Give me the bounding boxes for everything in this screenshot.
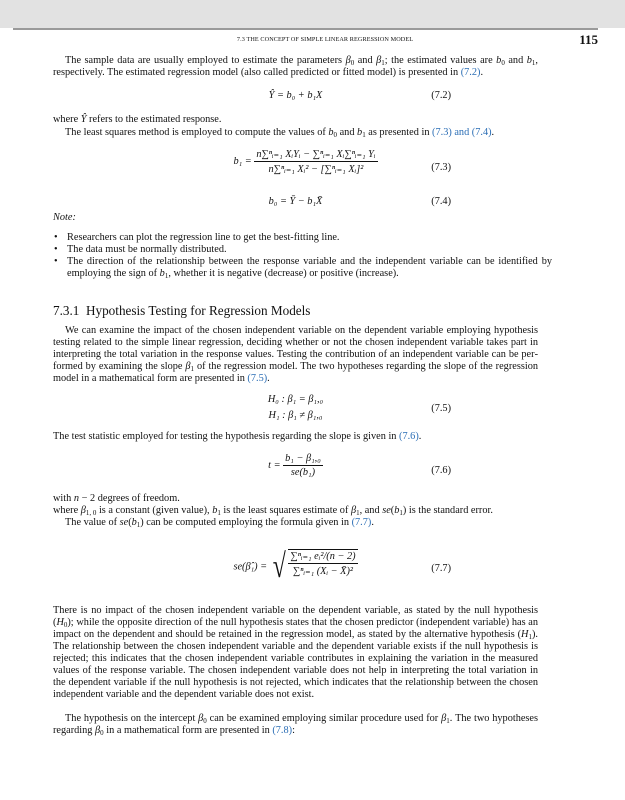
math-symbol: $b_1$ [357, 127, 366, 139]
paragraph-where-y: where Ŷ refers to the estimated response. [53, 114, 222, 125]
equation-number: (7.6) [431, 465, 451, 476]
paragraph-least-squares: The least squares method is employed to compute the values of $b_0$ and $b_1$ as presented in (7.3) and (7.4). [65, 127, 495, 139]
equation-link[interactable]: (7.5) [247, 373, 268, 384]
math-symbol: se [382, 505, 391, 516]
numerator: b₁ − β₁,₀ [285, 453, 321, 464]
eq-lhs: b₁ = [233, 155, 252, 167]
alternative-hypothesis: H₁ : β₁ ≠ β₁,₀ [268, 410, 323, 421]
math-symbol: $\beta_1$ [441, 713, 450, 725]
viewer-top-bar [0, 0, 625, 28]
denominator: se(b₁) [290, 467, 316, 478]
running-head: 7.3 THE CONCEPT OF SIMPLE LINEAR REGRESSION MODEL [236, 36, 414, 43]
paragraph-intercept: The hypothesis on the intercept $\beta_0$ can be examined employing similar procedure used for $\beta_1$. The two hypotheses regarding $\beta_0$ in a mathematical form are presented in (7.8): [53, 713, 539, 737]
header-rule [13, 28, 598, 30]
math-symbol: n [73, 493, 80, 504]
denominator: n∑ⁿᵢ₌₁ Xᵢ² − [∑ⁿᵢ₌₁ Xᵢ]² [268, 164, 364, 175]
radical-sign: √ [272, 548, 286, 585]
equation-7-4 [53, 196, 538, 207]
math-symbol: $H_1$ [521, 629, 532, 641]
equation-7-3 [53, 148, 538, 175]
list-item: • Researchers can plot the regression line to get the best-fitting line. [67, 232, 552, 244]
null-hypothesis: H₀ : β₁ = β₁,₀ [267, 394, 324, 405]
section-number: 7.3.1 [53, 303, 80, 318]
math-symbol: $b_1$ [131, 517, 141, 529]
math-symbol: $b_1$ [394, 505, 403, 517]
math-symbol: $\beta_1$ [185, 361, 195, 373]
math-symbol: $H_0$ [56, 617, 68, 629]
note-list [53, 232, 552, 280]
section-heading [53, 303, 310, 319]
equation-number: (7.3) [431, 162, 451, 173]
equation-number: (7.7) [431, 563, 451, 574]
math-symbol: $b_1$ [159, 268, 169, 280]
math-symbol: $b_1$ [526, 55, 536, 67]
eq-lhs: t = [268, 459, 281, 471]
math-symbol: Ŷ [80, 114, 87, 125]
equation-link[interactable]: (7.7) [351, 517, 372, 528]
eq-rhs: = b₀ + b₁X [276, 90, 323, 101]
equation-link[interactable]: (7.3) and (7.4) [432, 127, 492, 138]
equation-7-6 [53, 453, 538, 478]
math-symbol: $\beta_{1, 0}$ [80, 505, 97, 517]
paragraph-sample-data: The sample data are usually employed to estimate the parameters $\beta_0$ and $\beta_1$; the estimated values are $b_0$ and $b_1$, respectively. The estimated regression model (also called predicted or fitted model) is presented in (7.2). [53, 55, 538, 78]
math-symbol: $\beta_1$ [376, 55, 385, 67]
list-item: • The direction of the relationship between the response variable and the independent variable can be identified by employing the sign of $b_1$, whether it is negative (decrease) or positive (increase). [67, 256, 552, 280]
equation-link[interactable]: (7.6) [399, 431, 419, 442]
math-symbol: $b_0$ [496, 55, 505, 67]
equation-number: (7.4) [431, 196, 451, 207]
fraction [288, 549, 357, 585]
equation-number: (7.5) [431, 403, 451, 414]
math-symbol: $\beta_0$ [345, 55, 355, 67]
math-symbol: $b_1$ [212, 505, 221, 517]
math-symbol: $\beta_0$ [198, 713, 207, 725]
equation-link[interactable]: (7.8) [272, 725, 293, 736]
paragraph-test-statistic: The test statistic employed for testing the hypothesis regarding the slope is given in (7.6). [53, 431, 422, 442]
math-symbol: $b_0$ [328, 127, 338, 139]
list-item: • The data must be normally distributed. [67, 244, 552, 256]
eq-lhs: Ŷ [268, 90, 275, 101]
denominator: ∑ⁿᵢ₌₁ (Xᵢ − X̄)² [292, 566, 353, 577]
paragraph-hypothesis-intro: We can examine the impact of the chosen independent variable on the dependent variable employing hypothesis testing related to the simple linear regression, deciding whether or not the chosen independent variable takes part in interpreting the total variation in the response values. Testing the contribution of an independent variable can be performed by examining the slope $\beta_1$ of the regression model. The two hypotheses regarding the slope of the regression model in a mathematical form are presented in (7.5). [53, 325, 538, 384]
section-title: Hypothesis Testing for Regression Models [85, 303, 311, 318]
paragraph-where-beta: where $\beta_{1, 0}$ is a constant (given value), $b_1$ is the least squares estimate of $\beta_1$, and $se(b_1)$ is the standard error. [53, 505, 493, 517]
math-symbol: $\beta_0$ [95, 725, 104, 737]
equation-number: (7.2) [431, 90, 451, 101]
equation-7-7 [53, 549, 538, 585]
fraction [283, 453, 323, 478]
paragraph-se-value: The value of $se(b_1)$ can be computed employing the formula given in (7.7). [65, 517, 374, 529]
fraction [254, 148, 377, 175]
eq-lhs: se(β̂₁) = [233, 561, 268, 573]
paragraph-degrees-freedom: with n − 2 degrees of freedom. [53, 493, 180, 504]
square-root [270, 549, 358, 585]
paragraph-null-hypothesis: There is no impact of the chosen independent variable on the dependent variable, as stated by the null hypothesis $(H_0)$; while the opposite direction of the null hypothesis states that the chosen predictor (independent variable) has an impact on the dependent and should be retained in the regression model, as stated by the alternative hypothesis $(H_1)$. The relationship between the chosen independent variable and the dependent variable exists if the null hypothesis is rejected; this indicates that the chosen independent variable contributes in explaining the variation in the measured values of the response variable. The chosen independent variable does not help in interpreting the total variation in the dependent variable if the null hypothesis is not rejected, which indicates that the relationship between the chosen independent variable and the dependent variable does not exist. [53, 605, 538, 700]
page-number: 115 [579, 32, 598, 47]
equation-link[interactable]: (7.2) [460, 67, 481, 78]
math-symbol: se [119, 517, 129, 528]
equation-7-5 [53, 394, 538, 421]
equation-7-2 [53, 90, 538, 101]
numerator: n∑ⁿᵢ₌₁ XᵢYᵢ − ∑ⁿᵢ₌₁ Xᵢ∑ⁿᵢ₌₁ Yᵢ [256, 149, 376, 160]
note-label: Note: [53, 212, 76, 223]
numerator: ∑ⁿᵢ₌₁ eᵢ²/(n − 2) [290, 551, 356, 562]
eq-text: b₀ = Ȳ − b₁X̄ [268, 196, 323, 207]
math-symbol: $\beta_1$ [350, 505, 360, 517]
